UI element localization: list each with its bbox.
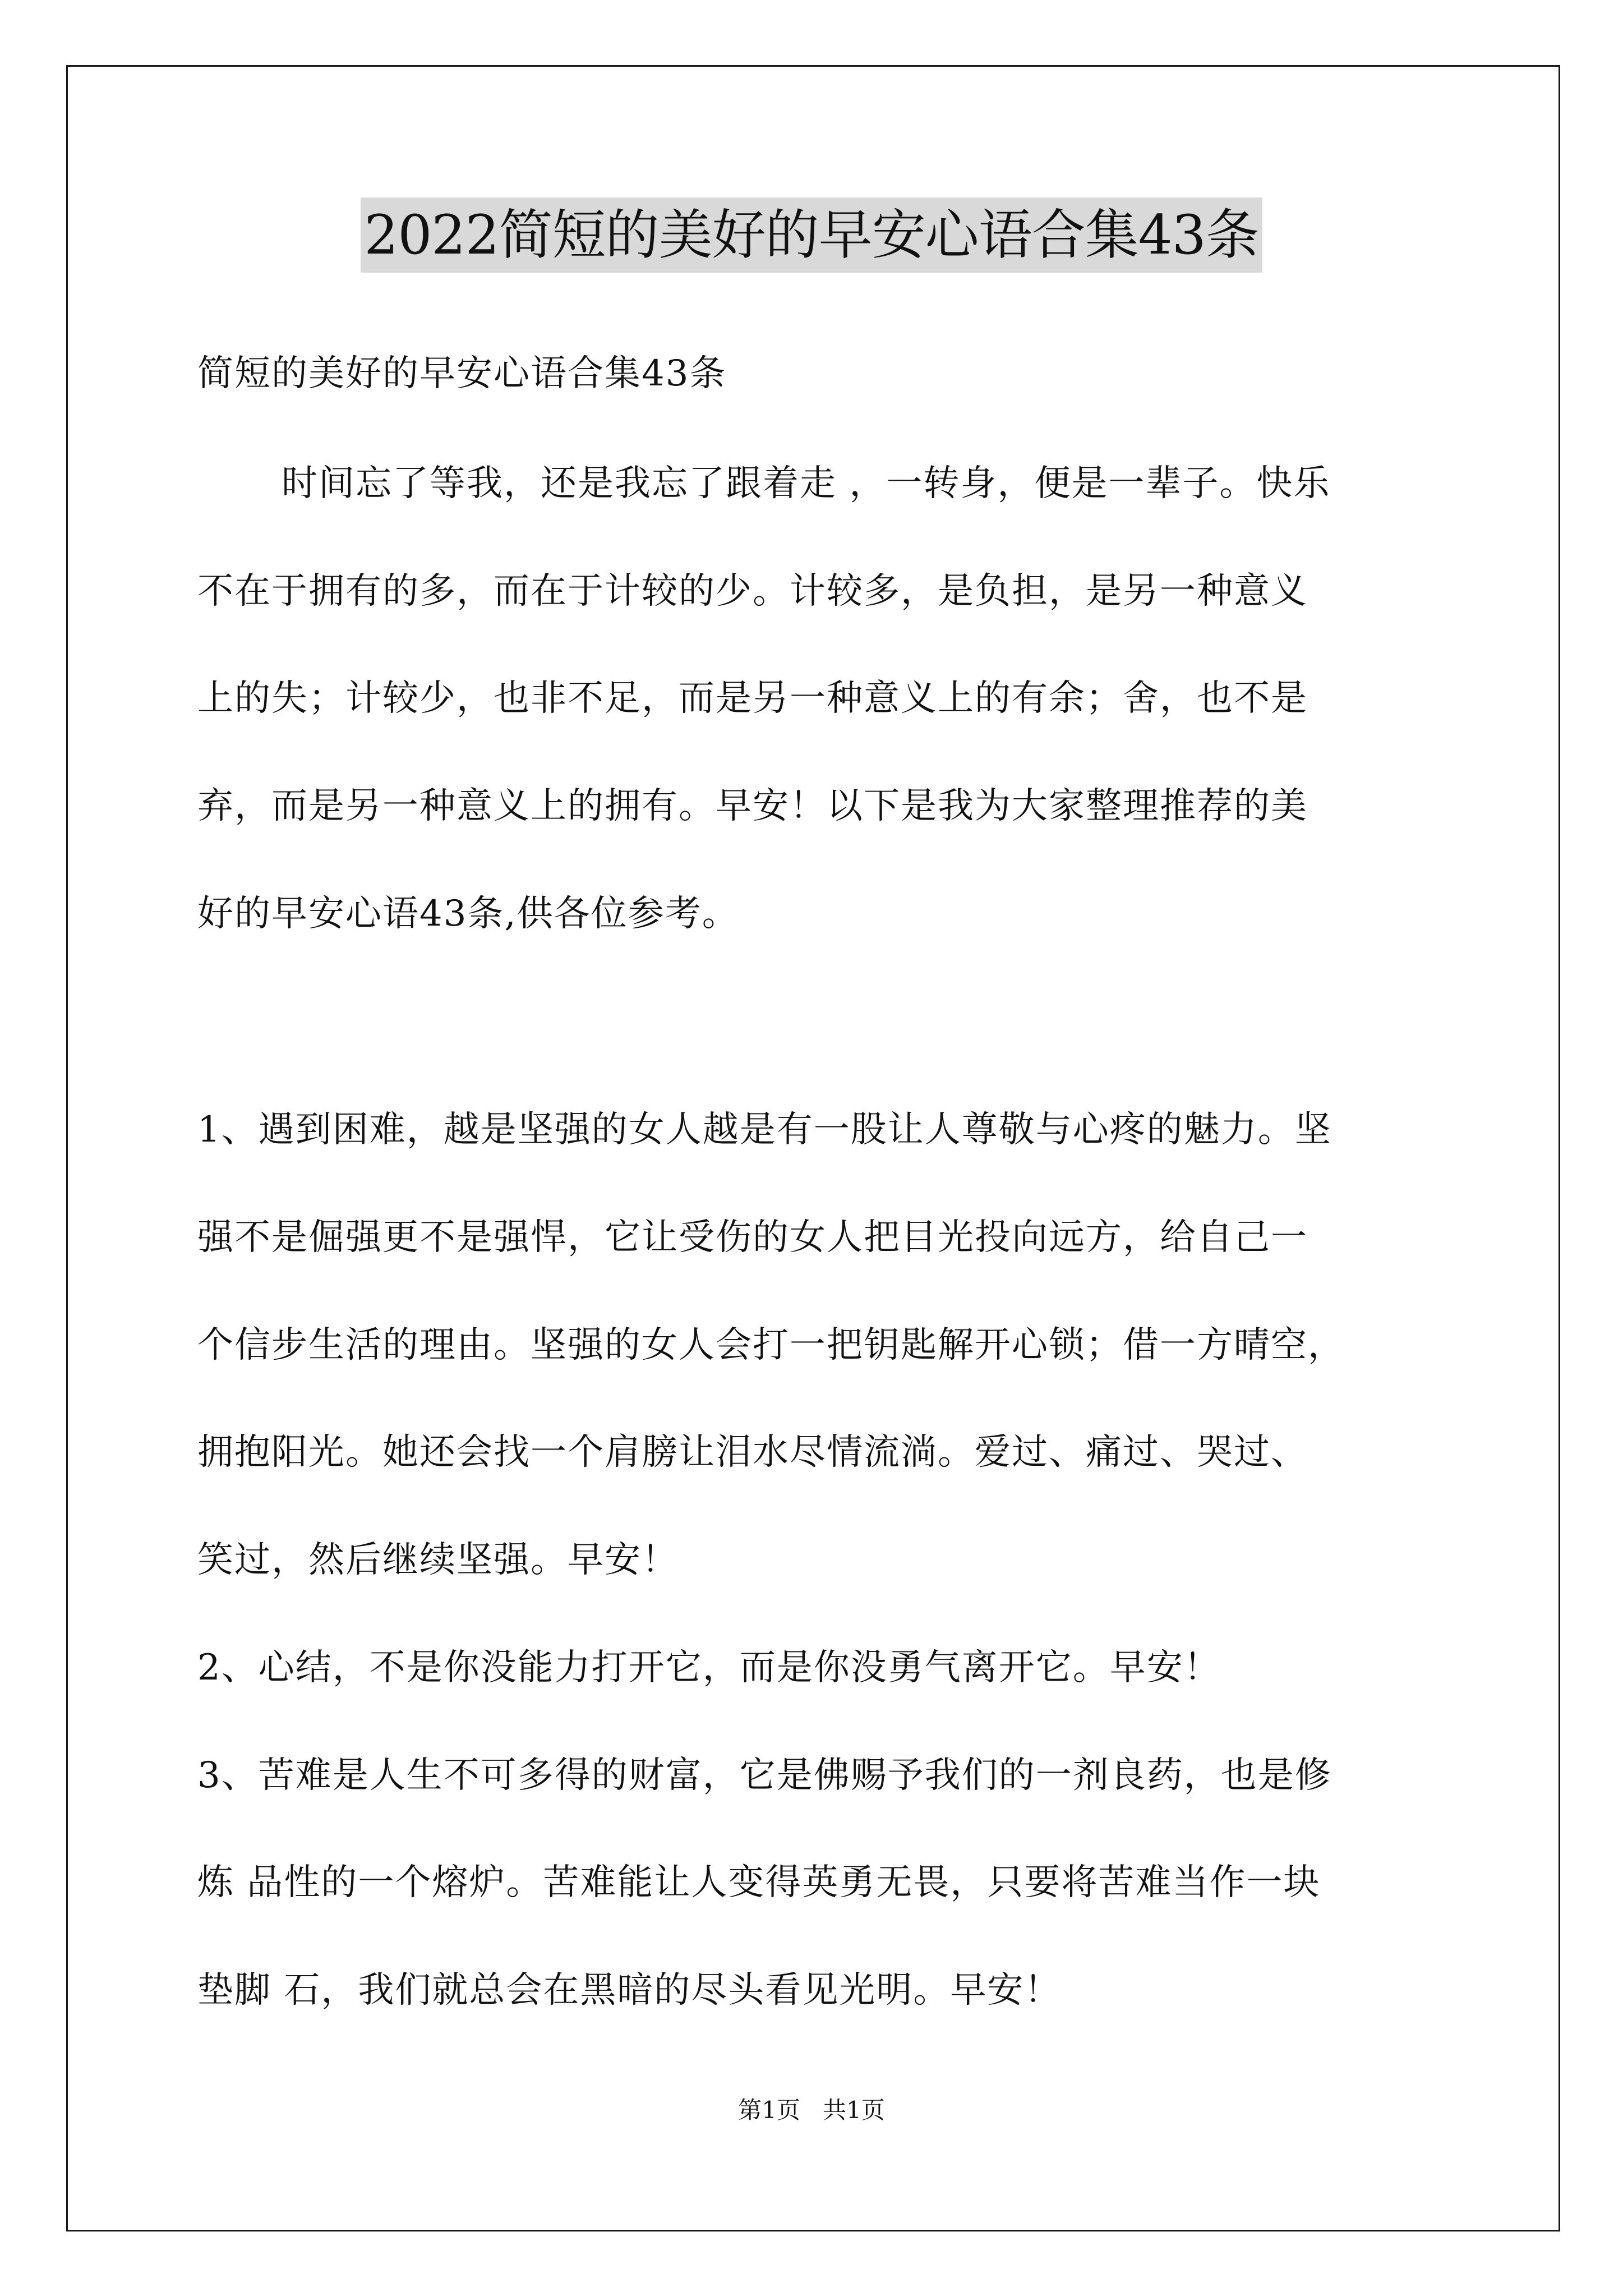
intro-line-1: 时间忘了等我，还是我忘了跟着走 ，一转身，便是一辈子。快乐 — [282, 463, 1331, 504]
page-footer: 第1页 共1页 — [738, 2096, 885, 2124]
item-3-line-3: 垫脚 石，我们就总会在黑暗的尽头看见光明。早安！ — [197, 1970, 1062, 2011]
item-1-line-3: 个信步生活的理由。坚强的女人会打一把钥匙解开心锁；借一方晴空， — [197, 1324, 1345, 1366]
document-title: 2022简短的美好的早安心语合集43条 — [361, 197, 1262, 273]
item-3-line-1: 3、苦难是人生不可多得的财富，它是佛赐予我们的一剂良药，也是修 — [197, 1755, 1332, 1796]
item-1-line-2: 强不是倔强更不是强悍，它让受伤的女人把目光投向远方，给自己一 — [197, 1217, 1308, 1258]
intro-line-4: 弃，而是另一种意义上的拥有。早安！以下是我为大家整理推荐的美 — [197, 785, 1308, 827]
item-1-line-4: 拥抱阳光。她还会找一个肩膀让泪水尽情流淌。爱过、痛过、哭过、 — [197, 1432, 1308, 1473]
item-2-line-1: 2、心结，不是你没能力打开它，而是你没勇气离开它。早安！ — [197, 1647, 1221, 1688]
intro-line-2: 不在于拥有的多，而在于计较的少。计较多，是负担，是另一种意义 — [197, 570, 1308, 612]
item-1-line-1: 1、遇到困难，越是坚强的女人越是有一股让人尊敬与心疼的魅力。坚 — [197, 1109, 1332, 1151]
intro-line-3: 上的失；计较少，也非不足，而是另一种意义上的有余；舍，也不是 — [197, 678, 1308, 719]
item-3-line-2: 炼 品性的一个熔炉。苦难能让人变得英勇无畏，只要将苦难当作一块 — [197, 1862, 1321, 1903]
item-1-line-5: 笑过，然后继续坚强。早安！ — [197, 1539, 679, 1581]
document-subtitle: 简短的美好的早安心语合集43条 — [197, 353, 727, 394]
intro-line-5: 好的早安心语43条,供各位参考。 — [197, 893, 739, 935]
title-container — [0, 197, 1623, 273]
